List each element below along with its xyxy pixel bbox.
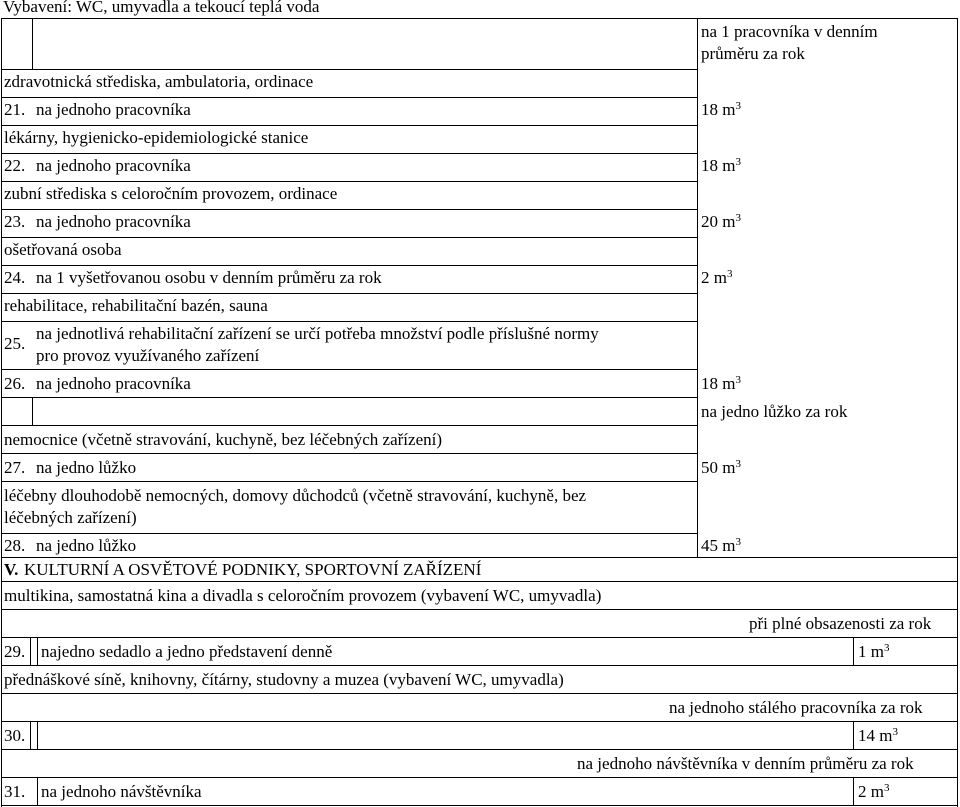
row-value: 18 $m^3$ — [701, 156, 741, 175]
column-header: při plné obsazenosti za rok — [749, 614, 932, 633]
row-number: 29. — [4, 642, 26, 661]
row-value: 50 $m^3$ — [701, 458, 741, 477]
row-number: 22. — [4, 156, 26, 175]
row-number: 31. — [4, 782, 26, 801]
row-value: 18 $m^3$ — [701, 100, 741, 119]
row-value: 2 $m^3$ — [701, 268, 733, 287]
category-label: léčebných zařízení) — [4, 508, 137, 527]
row-description: na jedno lůžko — [36, 536, 137, 555]
column-header: na 1 pracovníka v denním — [701, 22, 878, 41]
category-label: nemocnice (včetně stravování, kuchyně, bez léčebných zařízení) — [4, 430, 442, 449]
row-description: na jednoho pracovníka — [36, 156, 191, 175]
row-number: 27. — [4, 458, 26, 477]
category-label: léčebny dlouhodobě nemocných, domovy důchodců (včetně stravování, kuchyně, bez — [4, 486, 587, 505]
row-number: 26. — [4, 374, 26, 393]
row-description: najedno sedadlo a jedno představení denně — [41, 642, 333, 661]
category-label: lékárny, hygienicko-epidemiologické stanice — [4, 128, 309, 147]
row-value: 20 $m^3$ — [701, 212, 741, 231]
row-description: na jedno lůžko — [36, 458, 137, 477]
column-header: na jednoho návštěvníka v denním průměru za rok — [577, 754, 914, 773]
section-number: V. — [4, 560, 19, 579]
row-value: 2 $m^3$ — [858, 782, 890, 801]
category-label: ošetřovaná osoba — [4, 240, 122, 259]
top-heading: Vybavení: WC, umyvadla a tekoucí teplá voda — [3, 0, 320, 16]
row-number: 30. — [4, 726, 26, 745]
row-number: 28. — [4, 536, 26, 555]
section-title: KULTURNÍ A OSVĚTOVÉ PODNIKY, SPORTOVNÍ ZAŘÍZENÍ — [24, 560, 482, 579]
row-description: na jednoho pracovníka — [36, 212, 191, 231]
row-description: pro provoz využívaného zařízení — [36, 346, 260, 365]
row-description: na jednoho pracovníka — [36, 374, 191, 393]
row-number: 25. — [4, 334, 26, 353]
column-header: na jednoho stálého pracovníka za rok — [669, 698, 923, 717]
row-description: na jednotlivá rehabilitační zařízení se určí potřeba množství podle příslušné normy — [36, 324, 599, 343]
category-label: multikina, samostatná kina a divadla s celoročním provozem (vybavení WC, umyvadla) — [4, 586, 602, 605]
row-number: 24. — [4, 268, 26, 287]
category-label: zdravotnická střediska, ambulatoria, ordinace — [4, 72, 314, 91]
row-number: 21. — [4, 100, 26, 119]
row-description: na jednoho pracovníka — [36, 100, 191, 119]
row-value: 45 $m^3$ — [701, 536, 741, 555]
column-header: průměru za rok — [701, 44, 805, 63]
row-value: 14 $m^3$ — [858, 726, 898, 745]
row-value: 1 $m^3$ — [858, 642, 890, 661]
row-description: na 1 vyšetřovanou osobu v denním průměru za rok — [36, 268, 382, 287]
column-header: na jedno lůžko za rok — [701, 402, 848, 421]
category-label: rehabilitace, rehabilitační bazén, sauna — [4, 296, 268, 315]
row-description: na jednoho návštěvníka — [41, 782, 202, 801]
row-value: 18 $m^3$ — [701, 374, 741, 393]
category-label: zubní střediska s celoročním provozem, ordinace — [4, 184, 338, 203]
row-number: 23. — [4, 212, 26, 231]
category-label: přednáškové síně, knihovny, čítárny, studovny a muzea (vybavení WC, umyvadla) — [4, 670, 564, 689]
